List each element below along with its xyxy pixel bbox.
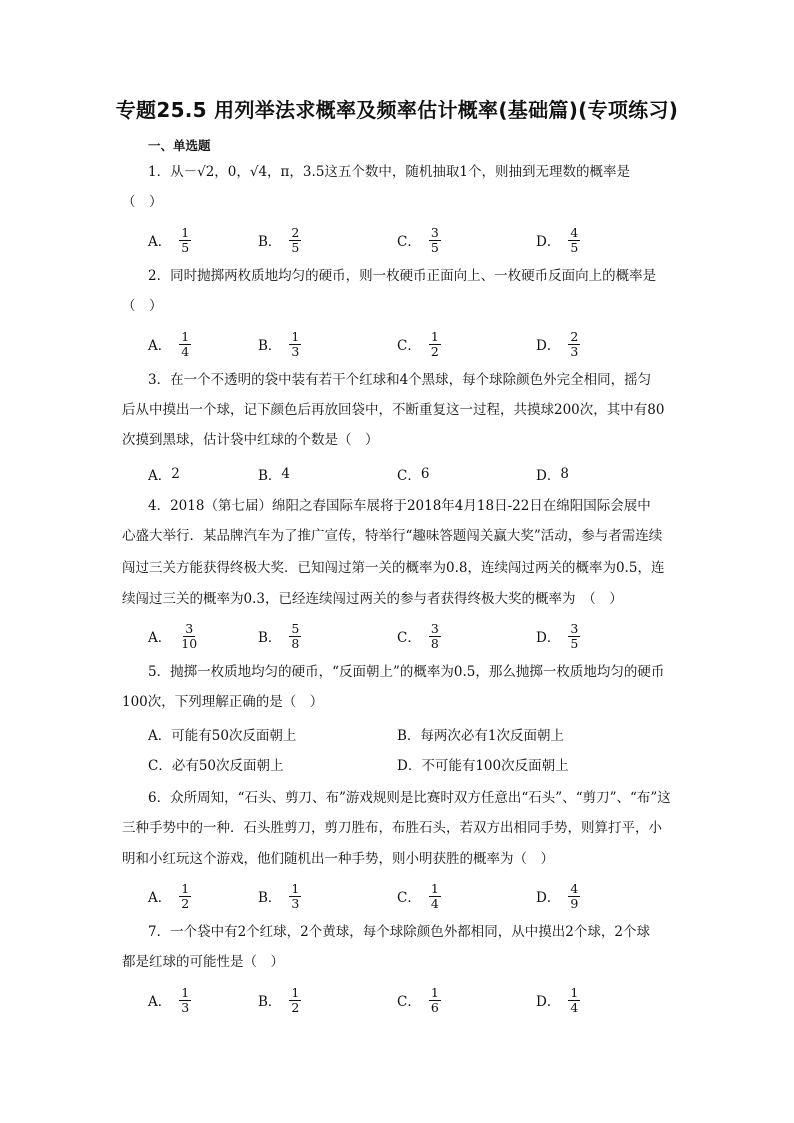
option-text: 2: [171, 466, 180, 482]
question-3-line-3: 次摸到黑球，估计袋中红球的个数是（ ）: [122, 432, 379, 448]
question-7-line-1: 7．一个袋中有2个红球，2个黄球，每个球除颜色外都相同，从中摸出2个球，2个球: [148, 924, 650, 940]
question-5-options-row-1: [148, 724, 668, 744]
option-label: B．: [258, 468, 282, 484]
option-c[interactable]: [397, 464, 429, 484]
question-3-line-1: 3．在一个不透明的袋中装有若干个红球和4个黑球，每个球除颜色外完全相同，摇匀: [148, 372, 652, 388]
fraction: [289, 330, 301, 359]
question-2-line-1: 2．同时抛掷两枚质地均匀的硬币，则一枚硬币正面向上、一枚硬币反面向上的概率是: [148, 268, 657, 284]
numerator: 5: [291, 620, 300, 636]
option-b[interactable]: [258, 324, 301, 364]
option-a[interactable]: [148, 324, 191, 364]
denominator: 5: [181, 239, 190, 255]
option-label: A．: [148, 630, 172, 646]
fraction: [429, 986, 441, 1015]
denominator: 5: [430, 239, 439, 255]
option-a[interactable]: [148, 724, 296, 744]
denominator: 2: [430, 343, 439, 359]
option-label: A．: [148, 468, 172, 484]
option-label: D．: [536, 468, 561, 484]
fraction: [289, 986, 301, 1015]
question-5-line-2: 100次，下列理解正确的是（ ）: [122, 694, 324, 710]
fraction: [289, 622, 301, 651]
question-2-line-2: （ ）: [122, 298, 163, 314]
numerator: 3: [430, 224, 439, 240]
option-label: D．: [536, 234, 561, 250]
option-d[interactable]: [536, 876, 580, 916]
numerator: 1: [430, 880, 439, 896]
fraction: [179, 330, 191, 359]
option-label: C．: [397, 468, 421, 484]
denominator: 4: [570, 999, 579, 1015]
numerator: 1: [181, 328, 190, 344]
question-7-options: [148, 980, 688, 1020]
option-text: 必有50次反面朝上: [171, 758, 284, 774]
fraction: [289, 882, 301, 911]
option-a[interactable]: [148, 876, 191, 916]
option-b[interactable]: [258, 464, 290, 484]
fraction: [429, 622, 441, 651]
fraction: [179, 226, 191, 255]
option-label: C．: [397, 994, 421, 1010]
question-1-line-2: （ ）: [122, 194, 163, 210]
numerator: 1: [570, 984, 579, 1000]
numerator: 1: [181, 224, 190, 240]
option-c[interactable]: [397, 324, 441, 364]
fraction: [568, 882, 580, 911]
option-c[interactable]: [397, 876, 441, 916]
question-4-line-2: 心盛大举行．某品牌汽车为了推广宣传，特举行“趣味答题闯关赢大奖”活动，参与者需连续: [122, 528, 663, 544]
denominator: 6: [430, 999, 439, 1015]
option-d[interactable]: [536, 324, 580, 364]
denominator: 2: [291, 999, 300, 1015]
option-a[interactable]: [148, 616, 199, 656]
fraction: [568, 330, 580, 359]
numerator: 1: [430, 984, 439, 1000]
option-a[interactable]: [148, 464, 180, 484]
option-label: D．: [397, 758, 422, 774]
option-label: A．: [148, 338, 172, 354]
numerator: 3: [430, 620, 439, 636]
option-b[interactable]: [397, 724, 564, 744]
numerator: 1: [181, 880, 190, 896]
denominator: 8: [291, 635, 300, 651]
option-text: 可能有50次反面朝上: [171, 728, 297, 744]
option-text: 4: [281, 466, 291, 482]
page-title: 专题25.5 用列举法求概率及频率估计概率(基础篇)(专项练习): [115, 98, 679, 122]
numerator: 2: [570, 328, 579, 344]
option-a[interactable]: [148, 980, 191, 1020]
option-d[interactable]: [536, 616, 580, 656]
option-label: B．: [258, 994, 282, 1010]
option-c[interactable]: [397, 616, 441, 656]
denominator: 5: [570, 239, 579, 255]
fraction: [289, 226, 301, 255]
option-text: 6: [420, 466, 430, 482]
denominator: 3: [570, 343, 579, 359]
question-6-options: [148, 876, 688, 916]
question-5-line-1: 5．抛掷一枚质地均匀的硬币，“反面朝上”的概率为0.5，那么抛掷一枚质地均匀的硬币: [148, 664, 665, 680]
denominator: 3: [291, 895, 300, 911]
denominator: 8: [430, 635, 439, 651]
option-a[interactable]: [148, 220, 191, 260]
option-b[interactable]: [258, 980, 301, 1020]
section-heading: 一、单选题: [148, 138, 211, 153]
option-label: C．: [148, 758, 172, 774]
option-label: A．: [148, 890, 172, 906]
question-3-line-2: 后从中摸出一个球，记下颜色后再放回袋中，不断重复这一过程，共摸球200次，其中有80: [122, 402, 665, 418]
option-text: 不可能有100次反面朝上: [421, 758, 569, 774]
option-label: D．: [536, 338, 561, 354]
option-c[interactable]: [397, 220, 441, 260]
fraction: [179, 986, 191, 1015]
option-b[interactable]: [258, 220, 301, 260]
numerator: 1: [181, 984, 190, 1000]
option-label: A．: [148, 994, 172, 1010]
numerator: 4: [570, 224, 579, 240]
denominator: 3: [181, 999, 190, 1015]
option-label: C．: [397, 234, 421, 250]
option-d[interactable]: [397, 754, 569, 774]
option-label: B．: [258, 890, 282, 906]
option-c[interactable]: [397, 980, 441, 1020]
denominator: 4: [181, 343, 190, 359]
denominator: 4: [430, 895, 439, 911]
fraction: [568, 622, 580, 651]
option-label: A．: [148, 234, 172, 250]
option-label: B．: [397, 728, 421, 744]
option-b[interactable]: [258, 876, 301, 916]
option-label: B．: [258, 630, 282, 646]
question-6-line-3: 明和小红玩这个游戏，他们随机出一种手势，则小明获胜的概率为（ ）: [122, 851, 554, 867]
numerator: 1: [291, 328, 300, 344]
option-c[interactable]: [148, 754, 284, 774]
denominator: 2: [181, 895, 190, 911]
fraction: [179, 622, 199, 651]
question-1-options: [148, 220, 688, 260]
numerator: 1: [291, 880, 300, 896]
denominator: 10: [181, 635, 198, 651]
option-b[interactable]: [258, 616, 301, 656]
option-d[interactable]: [536, 220, 580, 260]
option-label: C．: [397, 890, 421, 906]
denominator: 3: [291, 343, 300, 359]
option-label: C．: [397, 630, 421, 646]
numerator: 3: [570, 620, 579, 636]
option-text: 8: [560, 466, 569, 482]
question-5-options-row-2: [148, 754, 668, 774]
question-2-options: [148, 324, 688, 364]
question-3-options: [148, 464, 668, 484]
denominator: 5: [291, 239, 300, 255]
denominator: 9: [570, 895, 579, 911]
option-label: D．: [536, 994, 561, 1010]
question-4-line-4: 续闯过三关的概率为0.3，已经连续闯过两关的参与者获得终极大奖的概率为 （ ）: [122, 591, 623, 607]
fraction: [568, 986, 580, 1015]
question-4-line-3: 闯过三关方能获得终极大奖．已知闯过第一关的概率为0.8，连续闯过两关的概率为0.5，连: [122, 560, 665, 576]
option-d[interactable]: [536, 980, 580, 1020]
question-6-line-2: 三种手势中的一种．石头胜剪刀，剪刀胜布，布胜石头，若双方出相同手势，则算打平，小: [122, 820, 662, 836]
numerator: 1: [430, 328, 439, 344]
option-label: D．: [536, 630, 561, 646]
option-label: D．: [536, 890, 561, 906]
option-label: A．: [148, 728, 172, 744]
numerator: 1: [291, 984, 300, 1000]
question-4-line-1: 4．2018（第七届）绵阳之春国际车展将于2018年4月18日-22日在绵阳国际会展中: [148, 498, 651, 514]
fraction: [429, 226, 441, 255]
question-1-line-1: 1．从－√2，0，√4，π，3.5这五个数中，随机抽取1个，则抽到无理数的概率是: [148, 164, 630, 180]
fraction: [568, 226, 580, 255]
denominator: 5: [570, 635, 579, 651]
option-d[interactable]: [536, 464, 569, 484]
question-7-line-2: 都是红球的可能性是（ ）: [122, 954, 284, 970]
numerator: 2: [291, 224, 300, 240]
question-6-line-1: 6．众所周知，“石头、剪刀、布”游戏规则是比赛时双方任意出“石头”、“剪刀”、“布”这: [148, 790, 671, 806]
fraction: [429, 882, 441, 911]
option-label: B．: [258, 338, 282, 354]
fraction: [429, 330, 441, 359]
question-4-options: [148, 616, 688, 656]
option-label: B．: [258, 234, 282, 250]
numerator: 4: [570, 880, 579, 896]
fraction: [179, 882, 191, 911]
option-text: 每两次必有1次反面朝上: [420, 728, 565, 744]
numerator: 3: [185, 620, 194, 636]
option-label: C．: [397, 338, 421, 354]
